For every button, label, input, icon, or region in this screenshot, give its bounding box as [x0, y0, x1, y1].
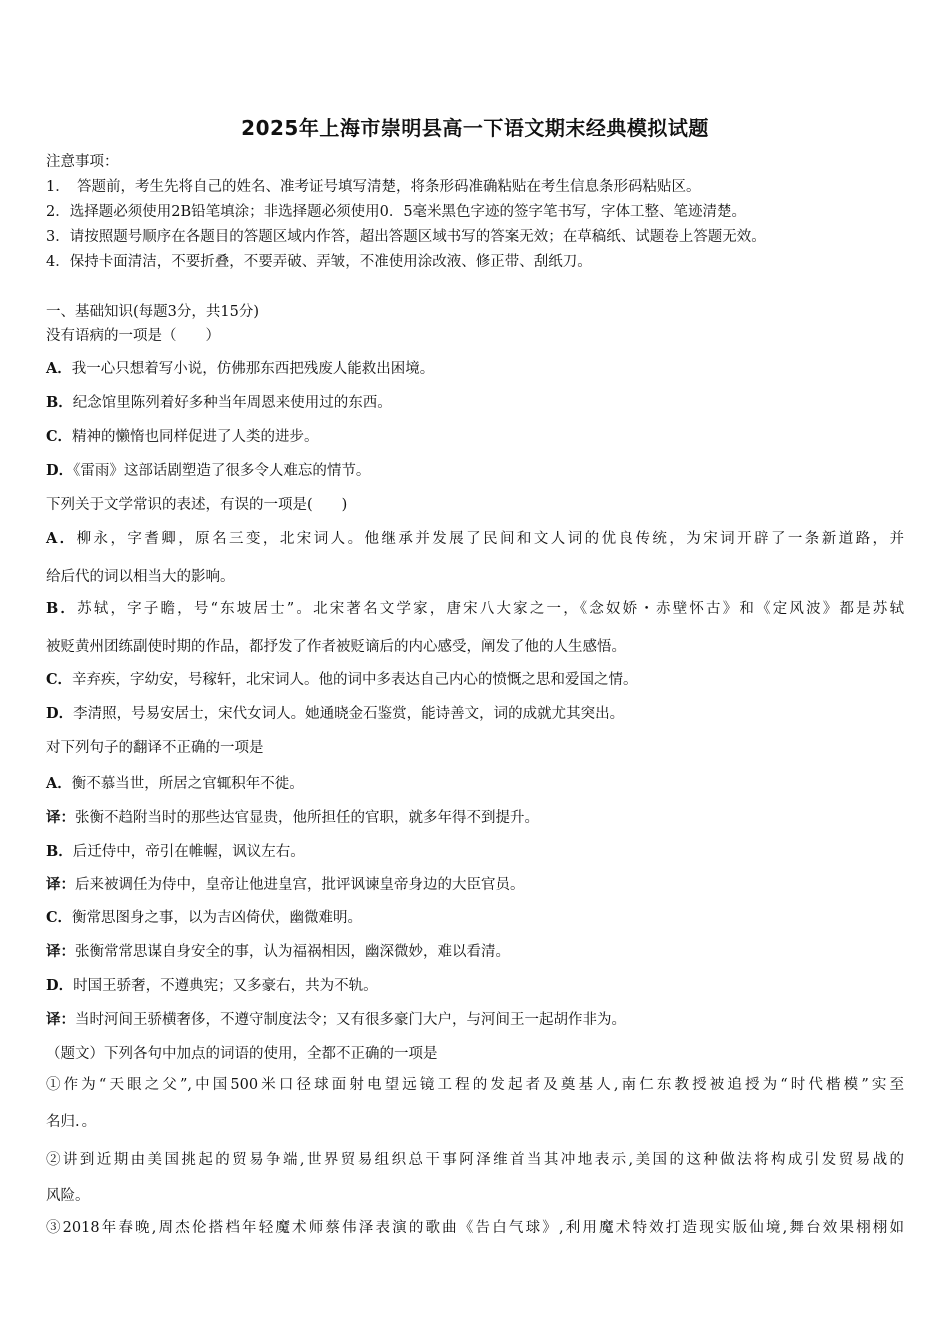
option-label: D．	[46, 705, 74, 722]
question-3-option-d	[46, 976, 378, 996]
question-1-stem: 没有语病的一项是（ ）	[46, 328, 220, 344]
option-label: B．	[46, 843, 73, 860]
option-label: A．	[46, 360, 72, 377]
option-text: 苏轼，字子瞻，号“东坡居士”。北宋著名文学家，唐宋八大家之一，《念奴娇・赤壁怀古》和《定风波》都是苏轼	[77, 601, 904, 617]
option-label: D．	[46, 977, 74, 994]
sentence-text: 名归	[46, 1114, 75, 1130]
question-1-option-b	[46, 393, 392, 413]
question-3-translation-a	[46, 808, 539, 828]
option-label: A．	[46, 530, 77, 547]
question-4-stem: （题文）下列各句中加点的词语的使用，全都不正确的一项是	[46, 1046, 438, 1062]
option-label: B．	[46, 600, 78, 617]
translation-label: 译：	[46, 809, 75, 826]
option-text: 我一心只想着写小说，仿佛那东西把残废人能救出困境。	[71, 361, 435, 377]
notice-heading: 注意事项：	[46, 154, 119, 170]
question-3-translation-d	[46, 1010, 626, 1030]
option-text: 辛弃疾，字幼安，号稼轩，北宋词人。他的词中多表达自己内心的愤慨之思和爱国之情。	[72, 672, 638, 688]
question-2-option-b-line-1	[46, 599, 904, 619]
question-2-option-d	[46, 704, 624, 724]
option-label: C．	[46, 671, 73, 688]
question-2-option-c	[46, 670, 638, 690]
translation-text: 张衡不趋附当时的那些达官显贵，他所担任的官职，就多年得不到提升。	[75, 810, 539, 826]
section-heading: 一、基础知识(每题3分，共15分)	[46, 304, 259, 320]
notice-item-1: 1． 答题前，考生先将自己的姓名、准考证号填写清楚，将条形码准确粘贴在考生信息条形码粘贴区。	[46, 179, 701, 195]
question-2-stem: 下列关于文学常识的表述，有误的一项是( )	[46, 497, 348, 513]
option-text: 《雷雨》这部话剧塑造了很多令人难忘的情节。	[73, 463, 371, 479]
question-4-sentence-1-line-2	[46, 1112, 96, 1132]
option-label: C．	[46, 428, 73, 445]
question-3-option-c	[46, 908, 362, 928]
question-2-option-b-line-2: 被贬黄州团练副使时期的作品，都抒发了作者被贬谪后的内心感受，阐发了他的人生感悟。	[46, 639, 626, 655]
question-4-sentence-3-line-1: ③2018年春晚,周杰伦搭档年轻魔术师蔡伟泽表演的歌曲《告白气球》,利用魔术特效打造现实版仙境,舞台效果栩栩如	[46, 1220, 904, 1236]
question-4-sentence-2-line-2: 风险。	[46, 1188, 90, 1204]
option-text: 后迁侍中，帝引在帷幄，讽议左右。	[72, 844, 305, 860]
question-4-sentence-2-line-1: ②讲到近期由美国挑起的贸易争端,世界贸易组织总干事阿泽维首当其冲地表示,美国的这种做法将构成引发贸易战的	[46, 1152, 904, 1168]
sentence-end: 。	[81, 1114, 97, 1130]
option-label: D．	[46, 462, 74, 479]
translation-text: 张衡常常思谋自身安全的事，认为福祸相因，幽深微妙，难以看清。	[75, 944, 510, 960]
question-2-option-a-line-2: 给后代的词以相当大的影响。	[46, 569, 235, 585]
option-label: A．	[46, 775, 72, 792]
notice-item-4: 4．保持卡面清洁，不要折叠，不要弄破、弄皱，不准使用涂改液、修正带、刮纸刀。	[46, 254, 592, 270]
question-4-sentence-1-line-1: ①作为“天眼之父”,中国500米口径球面射电望远镜工程的发起者及奠基人,南仁东教授被追授为“时代楷模”实至	[46, 1077, 904, 1093]
option-text: 李清照，号易安居士，宋代女词人。她通晓金石鉴赏，能诗善文，词的成就尤其突出。	[73, 706, 625, 722]
translation-label: 译：	[46, 943, 75, 960]
translation-label: 译：	[46, 876, 75, 893]
emphasis-dot: .	[75, 1114, 82, 1130]
option-text: 时国王骄奢，不遵典宪；又多豪右，共为不轨。	[73, 978, 378, 994]
translation-label: 译：	[46, 1011, 75, 1028]
exam-title: 2025年上海市崇明县高一下语文期末经典模拟试题	[241, 116, 709, 140]
question-1-option-c	[46, 427, 319, 447]
question-3-option-b	[46, 842, 305, 862]
question-1-option-d	[46, 461, 370, 481]
notice-item-2: 2．选择题必须使用2B铅笔填涂；非选择题必须使用0．5毫米黑色字迹的签字笔书写，字体工整、笔迹清楚。	[46, 204, 747, 220]
option-text: 纪念馆里陈列着好多种当年周恩来使用过的东西。	[72, 395, 392, 411]
question-3-translation-b	[46, 875, 525, 895]
question-3-option-a	[46, 774, 304, 794]
question-3-translation-c	[46, 942, 510, 962]
option-text: 柳永，字耆卿，原名三变，北宋词人。他继承并发展了民间和文人词的优良传统，为宋词开辟了一条新道路，并	[76, 531, 904, 547]
translation-text: 后来被调任为侍中，皇帝让他进皇宫，批评讽谏皇帝身边的大臣官员。	[75, 877, 525, 893]
translation-text: 当时河间王骄横奢侈，不遵守制度法令；又有很多豪门大户，与河间王一起胡作非为。	[75, 1012, 626, 1028]
option-text: 衡常思图身之事，以为吉凶倚伏，幽微难明。	[72, 910, 363, 926]
question-3-stem: 对下列句子的翻译不正确的一项是	[46, 740, 264, 756]
question-2-option-a-line-1	[46, 529, 904, 549]
question-1-option-a	[46, 359, 434, 379]
option-label: B．	[46, 394, 73, 411]
option-label: C．	[46, 909, 73, 926]
notice-item-3: 3．请按照题号顺序在各题目的答题区域内作答，超出答题区域书写的答案无效；在草稿纸、试题卷上答题无效。	[46, 229, 766, 245]
option-text: 精神的懒惰也同样促进了人类的进步。	[72, 429, 319, 445]
option-text: 衡不慕当世，所居之官辄积年不徙。	[71, 776, 304, 792]
